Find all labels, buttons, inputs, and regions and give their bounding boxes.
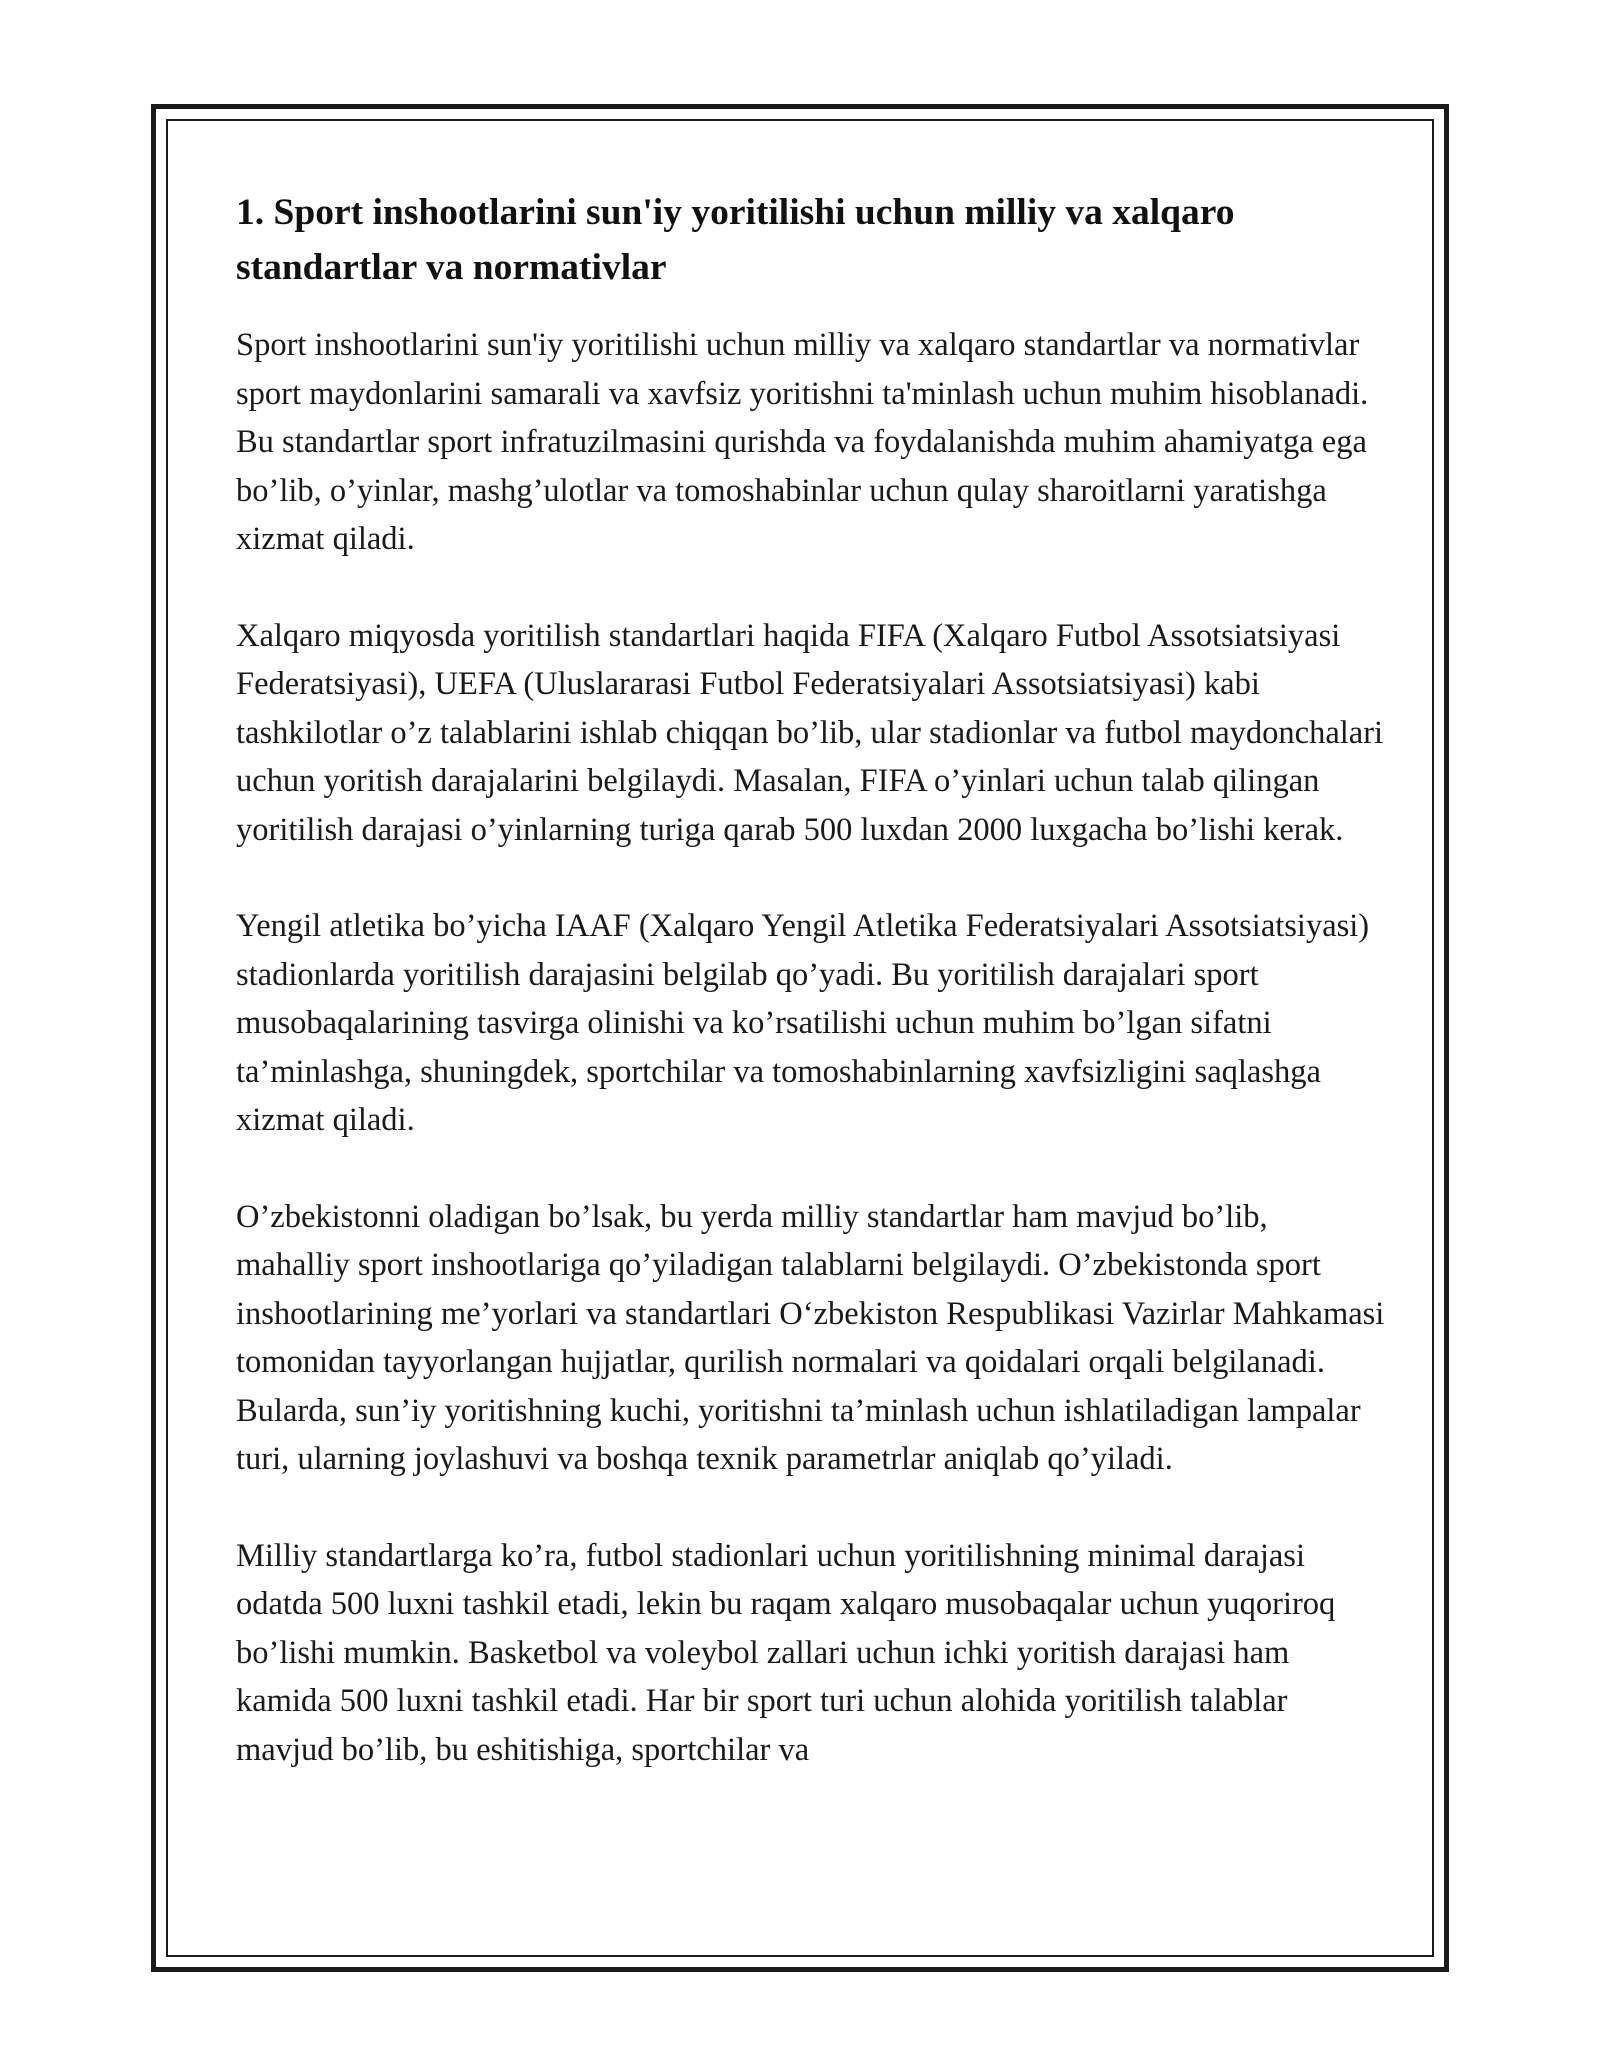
paragraph-3: Yengil atletika bo’yicha IAAF (Xalqaro Yengil Atletika Federatsiyalari Assotsiatsiyasi) stadionlarda yoritilish darajasini belgilab qo’yadi. Bu yoritilish darajalari sport musobaqalarining tasvirga olinishi va ko’rsatilishi uchun muhim bo’lgan sifatni ta’minlashga, shuningdek, sportchilar va tomoshabinlarning xavfsizligini saqlashga xizmat qiladi. [236,908,1370,1138]
paragraph-1: Sport inshootlarini sun'iy yoritilishi uchun milliy va xalqaro standartlar va normativlar sport maydonlarini samarali va xavfsiz yoritishni ta'minlash uchun muhim hisoblanadi. Bu standartlar sport infratuzilmasini qurishda va foydalanishda muhim ahamiyatga ega bo’lib, o’yinlar, mashg’ulotlar va tomoshabinlar uchun qulay sharoitlarni yaratishga xizmat qiladi. [236,327,1369,557]
document-content [236,185,1386,1774]
section-heading: 1. Sport inshootlarini sun'iy yoritilishi uchun milliy va xalqaro standartlar va normativlar [236,192,1235,288]
paragraph-5: Milliy standartlarga ko’ra, futbol stadionlari uchun yoritilishning minimal darajasi odatda 500 luxni tashkil etadi, lekin bu raqam xalqaro musobaqalar uchun yuqoriroq bo’lishi mumkin. Basketbol va voleybol zallari uchun ichki yoritish darajasi ham kamida 500 luxni tashkil etadi. Har bir sport turi uchun alohida yoritilish talablar mavjud bo’lib, bu eshitishiga, sportchilar va [236,1537,1336,1768]
paragraph-2: Xalqaro miqyosda yoritilish standartlari haqida FIFA (Xalqaro Futbol Assotsiatsiyasi Federatsiyasi), UEFA (Uluslararasi Futbol Federatsiyalari Assotsiatsiyasi) kabi tashkilotlar o’z talablarini ishlab chiqqan bo’lib, ular stadionlar va futbol maydonchalari uchun yoritish darajalarini belgilaydi. Masalan, FIFA o’yinlari uchun talab qilingan yoritilish darajasi o’yinlarning turiga qarab 500 luxdan 2000 luxgacha bo’lishi kerak. [236,617,1384,848]
paragraph-4: O’zbekistonni oladigan bo’lsak, bu yerda milliy standartlar ham mavjud bo’lib, mahalliy sport inshootlariga qo’yiladigan talablarni belgilaydi. O’zbekistonda sport inshootlarining me’yorlari va standartlari O‘zbekiston Respublikasi Vazirlar Mahkamasi tomonidan tayyorlangan hujjatlar, qurilish normalari va qoidalari orqali belgilanadi. Bularda, sun’iy yoritishning kuchi, yoritishni ta’minlash uchun ishlatiladigan lampalar turi, ularning joylashuvi va boshqa texnik parametrlar aniqlab qo’yiladi. [236,1198,1385,1477]
